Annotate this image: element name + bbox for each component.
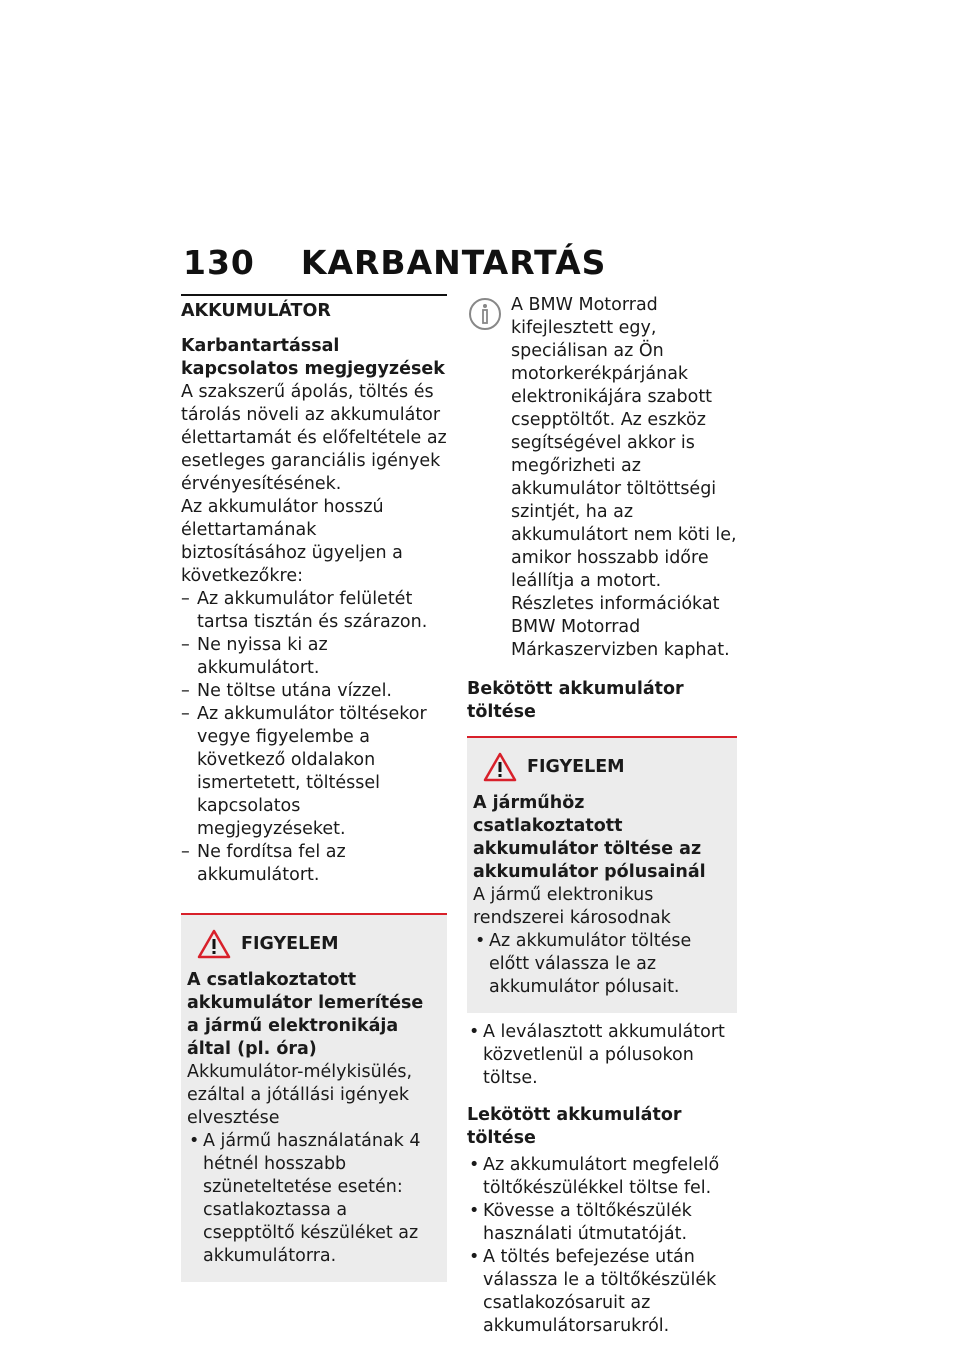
heading-connected-charging: Bekötött akkumulátor töltése: [467, 679, 684, 722]
list-item: – Az akkumulátor töltésekor vegye figyelembe a következő oldalakon ismertetett, töltéssel kapcsolatos megjegyzéseket.: [181, 703, 447, 841]
right-column: [467, 294, 737, 1338]
warning-bullets: [187, 1130, 441, 1268]
warning-header: [187, 929, 441, 959]
warning-title: A csatlakoztatott akkumulátor lemerítése a jármű elektronikája által (pl. óra): [187, 970, 424, 1059]
subsection-title: Karbantartással kapcsolatos megjegyzések: [181, 336, 445, 379]
list-item: • A jármű használatának 4 hétnél hosszabb szüneteltetése esetén: csatlakoztassa a csepptöltő készüléket az akkumulátorra.: [187, 1130, 441, 1268]
info-block: [467, 294, 737, 662]
section-divider: [181, 294, 447, 296]
warning-body: A jármű elektronikus rendszerei károsodnak: [473, 885, 671, 928]
warning-title: A járműhöz csatlakoztatott akkumulátor töltése az akkumulátor pólusainál: [473, 793, 706, 882]
warning-box: [467, 736, 737, 1013]
list-item: • A töltés befejezése után válassza le a töltőkészülék csatlakozósaruit az akkumulátorsarukról.: [467, 1246, 737, 1338]
warning-body: Akkumulátor-mélykisülés, ezáltal a jótállási igények elvesztése: [187, 1062, 413, 1128]
warning-label: FIGYELEM: [241, 933, 339, 954]
warning-triangle-icon: [483, 752, 517, 782]
warning-box: [181, 913, 447, 1282]
page-header: [183, 243, 606, 282]
list-item: – Ne fordítsa fel az akkumulátort.: [181, 841, 447, 887]
page-title: KARBANTARTÁS: [300, 243, 607, 282]
disconnected-bullets: [467, 1154, 737, 1338]
warning-bullets: [473, 930, 731, 999]
list-item: • Kövesse a töltőkészülék használati útmutatóját.: [467, 1200, 737, 1246]
list-item: – Ne nyissa ki az akkumulátort.: [181, 634, 447, 680]
info-text: A BMW Motorrad kifejlesztett egy, speciálisan az Ön motorkerékpárjának elektronikájára szabott csepptöltőt. Az eszköz segítségével akkor is megőrizheti az akkumulátor töltöttségi szintjét, ha az akkumulátort nem köti le, amikor hosszabb időre leállítja a motort. Részletes információkat BMW Motorrad Márkaszervizben kaphat.: [511, 295, 737, 660]
page-number: 130: [183, 243, 255, 282]
paragraph-intro: A szakszerű ápolás, töltés és tárolás növeli az akkumulátor élettartamát és előfeltétele az esetleges garanciális igények érvényesítésének.: [181, 382, 447, 494]
list-item: • A leválasztott akkumulátort közvetlenül a pólusokon töltse.: [467, 1021, 737, 1090]
left-column: [181, 294, 447, 1282]
list-item: – Az akkumulátor felületét tartsa tisztán és szárazon.: [181, 588, 447, 634]
list-item: • Az akkumulátort megfelelő töltőkészülékkel töltse fel.: [467, 1154, 737, 1200]
list-item: – Ne töltse utána vízzel.: [181, 680, 447, 703]
dash-list: [181, 588, 447, 887]
list-item: • Az akkumulátor töltése előtt válassza le az akkumulátor pólusait.: [473, 930, 731, 999]
section-title: AKKUMULÁTOR: [181, 301, 331, 321]
info-icon: [467, 296, 503, 339]
warning-header: [473, 752, 731, 782]
heading-disconnected-charging: Lekötött akkumulátor töltése: [467, 1105, 682, 1148]
warning-label: FIGYELEM: [527, 756, 625, 777]
connected-bullets: [467, 1021, 737, 1090]
paragraph-lifetime: Az akkumulátor hosszú élettartamának biztosításához ügyeljen a következőkre:: [181, 497, 403, 586]
warning-triangle-icon: [197, 929, 231, 959]
